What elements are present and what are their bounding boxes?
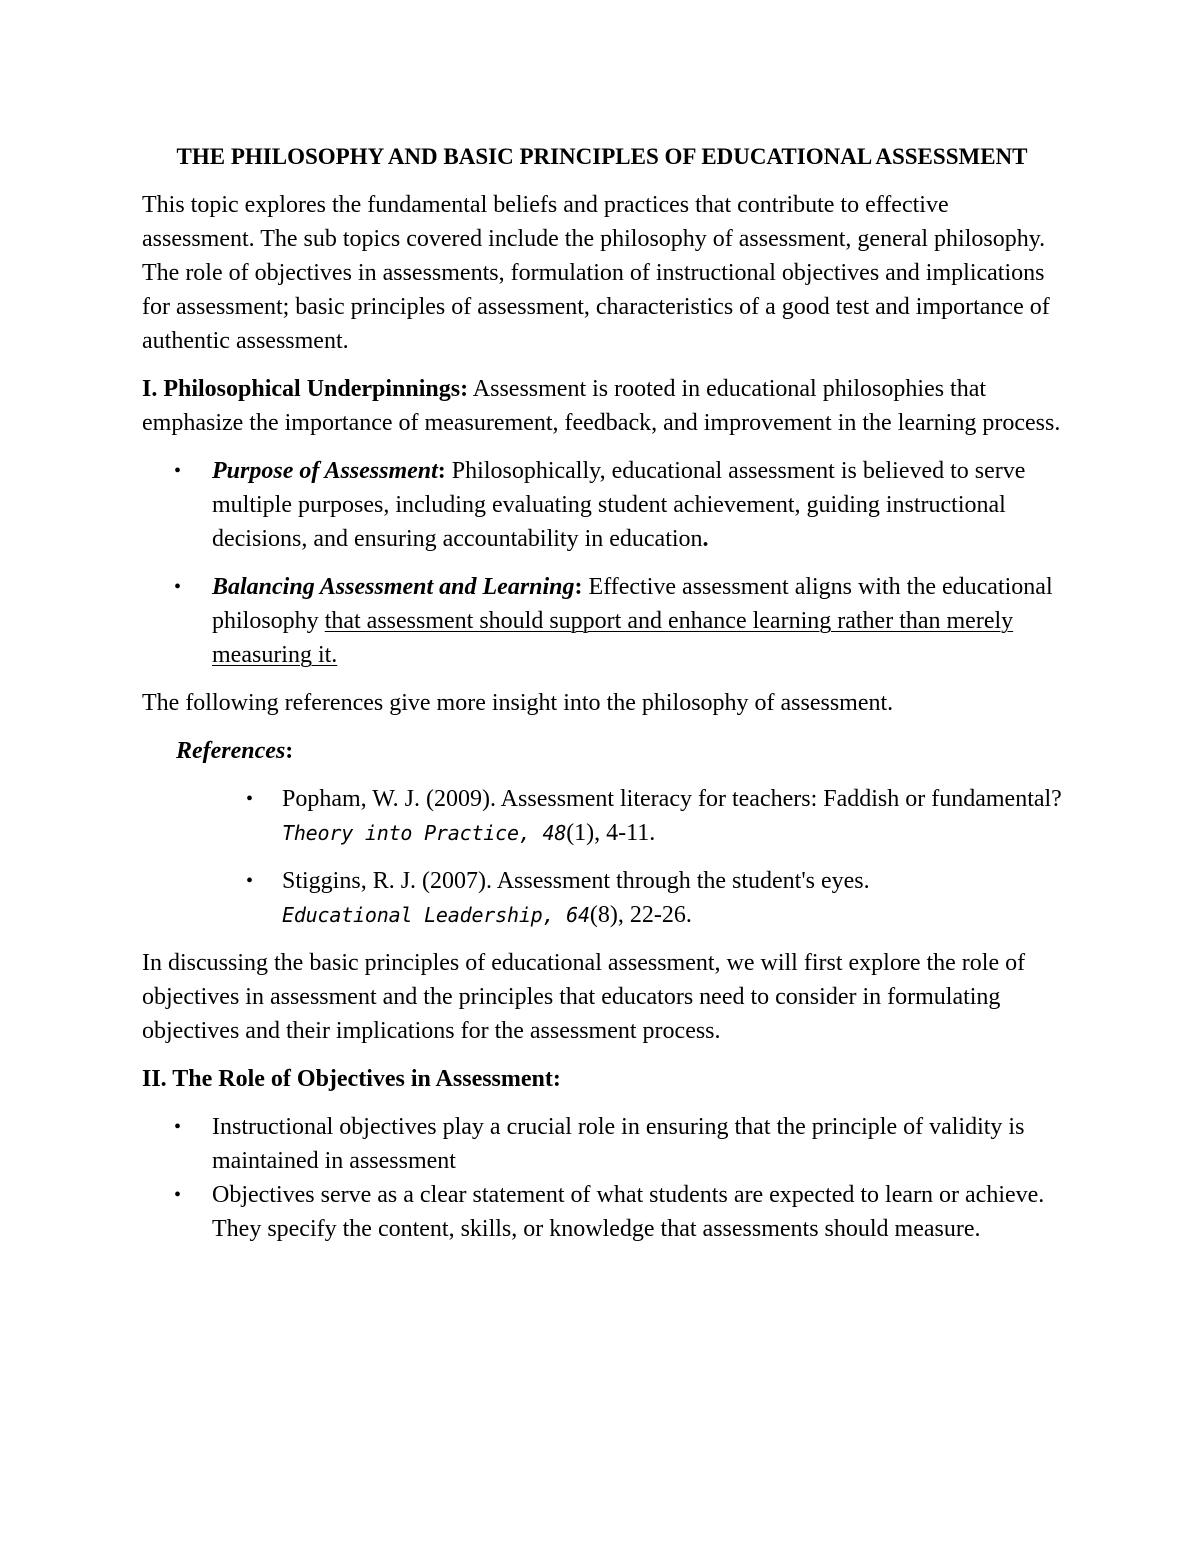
section-2-bullet-list — [142, 1110, 1062, 1246]
section-1-paragraph — [142, 372, 1062, 440]
reference-item: • Popham, W. J. (2009). Assessment literacy for teachers: Faddish or fundamental? Theory into Practice, 48(1), 4-11. — [142, 782, 1062, 850]
journal-title: Educational Leadership, 64 — [282, 903, 590, 927]
list-item: • Objectives serve as a clear statement of what students are expected to learn or achieve. They specify the content, skills, or knowledge that assessments should measure. — [142, 1178, 1062, 1246]
list-item: • Purpose of Assessment: Philosophically, educational assessment is believed to serve multiple purposes, including evaluating student achievement, guiding instructional decisions, and ensuring accountability in education. — [142, 454, 1062, 556]
bullet-term: Purpose of Assessment — [212, 458, 438, 484]
transition-paragraph: In discussing the basic principles of educational assessment, we will first explore the role of objectives in assessment and the principles that educators need to consider in formulating objectives and their implications for the assessment process. — [142, 950, 1026, 1044]
section-1-heading: I. Philosophical Underpinnings: — [142, 376, 469, 402]
bullet-icon: • — [246, 788, 254, 810]
list-item: • Balancing Assessment and Learning: Effective assessment aligns with the educational philosophy that assessment should support and enhance learning rather than merely measuring it. — [142, 570, 1062, 672]
document-page — [142, 140, 1062, 1260]
document-title: THE PHILOSOPHY AND BASIC PRINCIPLES OF EDUCATIONAL ASSESSMENT — [176, 144, 1028, 169]
bullet-text: Effective assessment aligns with the educational philosophy — [212, 574, 1053, 634]
section-1-text: Assessment is rooted in educational philosophies that emphasize the importance of measurement, feedback, and improvement in the learning process. — [142, 376, 1061, 436]
references-intro: The following references give more insight into the philosophy of assessment. — [142, 690, 894, 716]
bullet-icon: • — [174, 1116, 182, 1138]
underlined-text: that assessment should support and enhance learning rather than merely measuring it. — [212, 608, 1014, 668]
list-item: • Instructional objectives play a crucial role in ensuring that the principle of validity is maintained in assessment — [142, 1110, 1062, 1178]
bullet-term: Balancing Assessment and Learning — [212, 574, 575, 600]
bullet-text: Philosophically, educational assessment is believed to serve multiple purposes, including evaluating student achievement, guiding instructional decisions, and ensuring accountability in education — [212, 458, 1026, 552]
section-2-heading: II. The Role of Objectives in Assessment: — [142, 1066, 561, 1092]
bullet-icon: • — [174, 576, 182, 598]
reference-item: • Stiggins, R. J. (2007). Assessment through the student's eyes. Educational Leadership, 64(8), 22-26. — [142, 864, 1062, 932]
bullet-icon: • — [174, 460, 182, 482]
bullet-icon: • — [246, 870, 254, 892]
intro-paragraph: This topic explores the fundamental beliefs and practices that contribute to effective assessment. The sub topics covered include the philosophy of assessment, general philosophy. The role of objectives in assessments, formulation of instructional objectives and implications for assessment; basic principles of assessment, characteristics of a good test and importance of authentic assessment. — [142, 192, 1050, 354]
journal-title: Theory into Practice, 48 — [282, 821, 567, 845]
bullet-icon: • — [174, 1184, 182, 1206]
references-list — [142, 782, 1062, 932]
section-1-bullet-list — [142, 454, 1062, 672]
references-heading: References: — [176, 738, 294, 764]
